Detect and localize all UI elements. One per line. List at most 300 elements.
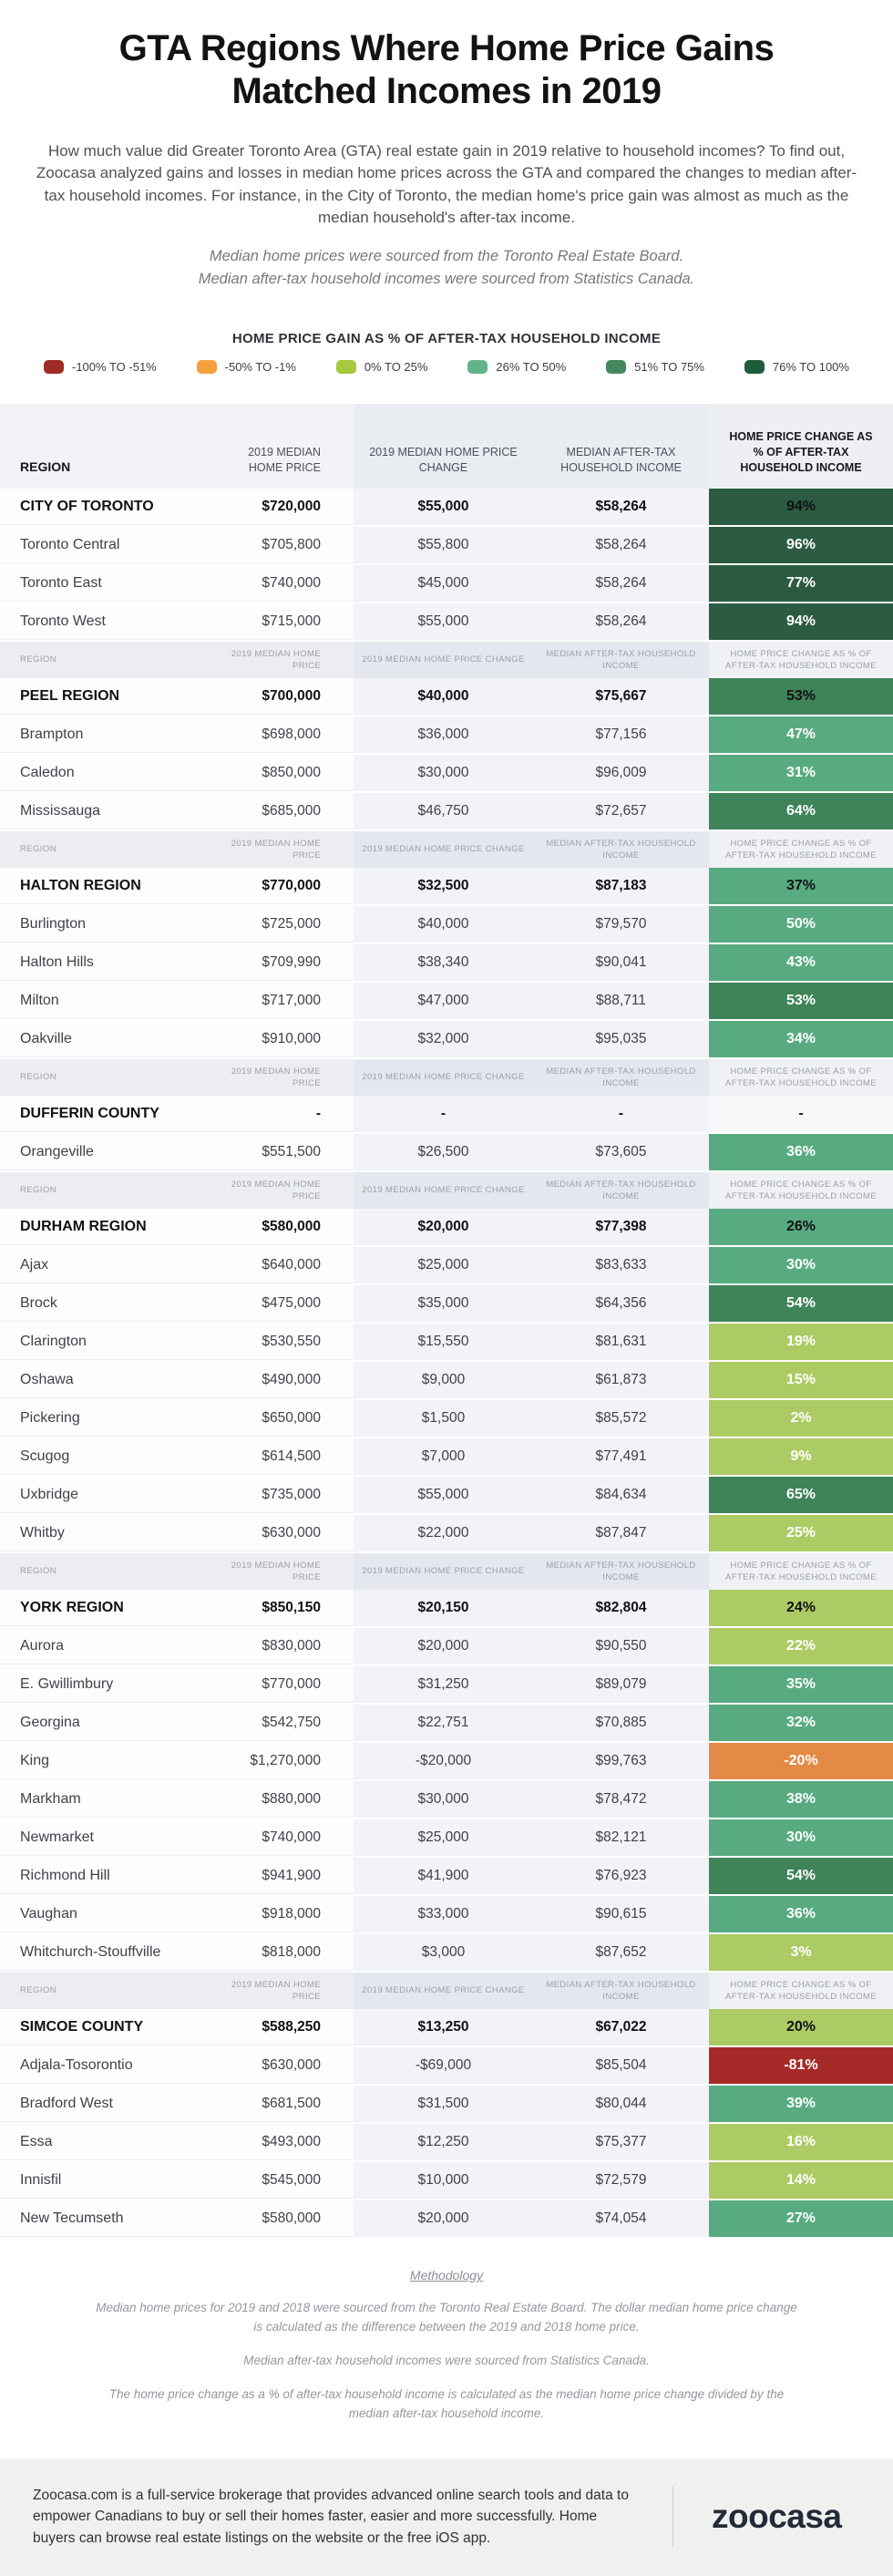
- income-cell: $81,631: [533, 1324, 709, 1362]
- price-cell: $725,000: [219, 906, 354, 944]
- income-cell: $84,634: [533, 1477, 709, 1515]
- price-cell: $650,000: [219, 1400, 354, 1438]
- pct-cell: 47%: [709, 716, 893, 755]
- change-cell: $47,000: [354, 983, 533, 1021]
- page-title-line2: Matched Incomes in 2019: [231, 70, 662, 111]
- footer-text: Zoocasa.com is a full-service brokerage that provides advanced online search tools and data to empower Canadians to buy or sell their homes faster, easier and more successfully. Home buyers can browse real estate listings on the website or the free iOS app.: [33, 2488, 629, 2546]
- price-cell: $685,000: [219, 793, 354, 831]
- column-header-4: MEDIAN AFTER-TAX HOUSEHOLD INCOME: [533, 831, 709, 868]
- table-row: [0, 983, 893, 1021]
- change-cell: $36,000: [354, 716, 533, 755]
- pct-cell: 30%: [709, 1819, 893, 1858]
- price-cell: $493,000: [219, 2124, 354, 2162]
- column-header-1: REGION: [0, 404, 219, 489]
- column-header-1: REGION: [0, 1172, 219, 1209]
- income-cell: $88,711: [533, 983, 709, 1021]
- income-cell: $75,667: [533, 678, 709, 716]
- region-cell: Halton Hills: [0, 944, 219, 983]
- legend-label: -50% TO -1%: [224, 359, 296, 374]
- price-cell: $850,150: [219, 1590, 354, 1628]
- column-header-3: 2019 MEDIAN HOME PRICE CHANGE: [354, 1172, 533, 1209]
- table-row: [0, 1858, 893, 1896]
- price-cell: $770,000: [219, 1666, 354, 1705]
- region-cell: Brock: [0, 1285, 219, 1324]
- legend-item: [44, 360, 157, 374]
- change-cell: $55,000: [354, 489, 533, 527]
- table-mini-header: [0, 831, 893, 868]
- change-cell: $9,000: [354, 1362, 533, 1400]
- pct-cell: 2%: [709, 1400, 893, 1438]
- income-cell: $87,183: [533, 868, 709, 906]
- change-cell: $20,000: [354, 1209, 533, 1247]
- legend-swatch-icon: [606, 360, 626, 374]
- footer: [0, 2458, 893, 2576]
- income-cell: $73,605: [533, 1134, 709, 1172]
- change-cell: $10,000: [354, 2162, 533, 2200]
- table-row: [0, 944, 893, 983]
- change-cell: $33,000: [354, 1896, 533, 1934]
- change-cell: $40,000: [354, 906, 533, 944]
- change-cell: $38,340: [354, 944, 533, 983]
- table-row: [0, 1515, 893, 1553]
- price-cell: $830,000: [219, 1628, 354, 1666]
- income-cell: $64,356: [533, 1285, 709, 1324]
- table-row: [0, 2047, 893, 2086]
- change-cell: $32,000: [354, 1021, 533, 1059]
- methodology-section: [0, 2268, 893, 2424]
- change-cell: $15,550: [354, 1324, 533, 1362]
- intro-text: How much value did Greater Toronto Area (GTA) real estate gain in 2019 relative to household incomes? To find out, Zoocasa analyzed gains and losses in median home prices across the GTA and compared the changes to median after-tax household incomes. For instance, in the City of Toronto, the median home's price gain was almost as much as the median household's after-tax income.: [36, 141, 857, 226]
- change-cell: $46,750: [354, 793, 533, 831]
- pct-cell: 54%: [709, 1858, 893, 1896]
- region-cell: PEEL REGION: [0, 678, 219, 716]
- legend-item: [606, 360, 704, 374]
- change-cell: $55,000: [354, 603, 533, 642]
- price-cell: $698,000: [219, 716, 354, 755]
- price-cell: $588,250: [219, 2009, 354, 2047]
- region-cell: Innisfil: [0, 2162, 219, 2200]
- income-cell: $77,156: [533, 716, 709, 755]
- price-cell: $720,000: [219, 489, 354, 527]
- table-row: [0, 1743, 893, 1781]
- income-cell: $96,009: [533, 755, 709, 793]
- price-cell: $770,000: [219, 868, 354, 906]
- legend-swatch-icon: [744, 360, 765, 374]
- pct-cell: 26%: [709, 1209, 893, 1247]
- price-cell: $735,000: [219, 1477, 354, 1515]
- column-header-4: MEDIAN AFTER-TAX HOUSEHOLD INCOME: [533, 1553, 709, 1590]
- income-cell: $82,121: [533, 1819, 709, 1858]
- region-cell: New Tecumseth: [0, 2200, 219, 2239]
- column-header-2: 2019 MEDIAN HOME PRICE: [219, 642, 354, 678]
- region-cell: Pickering: [0, 1400, 219, 1438]
- pct-cell: 24%: [709, 1590, 893, 1628]
- change-cell: -$20,000: [354, 1743, 533, 1781]
- column-header-5: HOME PRICE CHANGE AS % OF AFTER-TAX HOUSEHOLD INCOME: [709, 642, 893, 678]
- change-cell: $12,250: [354, 2124, 533, 2162]
- region-cell: Adjala-Tosorontio: [0, 2047, 219, 2086]
- legend-label: -100% TO -51%: [72, 359, 157, 374]
- region-cell: King: [0, 1743, 219, 1781]
- pct-cell: 43%: [709, 944, 893, 983]
- column-header-5: HOME PRICE CHANGE AS % OF AFTER-TAX HOUSEHOLD INCOME: [709, 1059, 893, 1096]
- price-cell: $700,000: [219, 678, 354, 716]
- pct-cell: 39%: [709, 2086, 893, 2124]
- pct-cell: 64%: [709, 793, 893, 831]
- region-cell: Whitby: [0, 1515, 219, 1553]
- column-header-5: HOME PRICE CHANGE AS % OF AFTER-TAX HOUSEHOLD INCOME: [709, 1172, 893, 1209]
- table-row: [0, 1590, 893, 1628]
- change-cell: $31,500: [354, 2086, 533, 2124]
- table-row: [0, 1362, 893, 1400]
- pct-cell: 20%: [709, 2009, 893, 2047]
- table-row: [0, 2124, 893, 2162]
- legend-label: 26% TO 50%: [496, 359, 567, 374]
- column-header-2: 2019 MEDIAN HOME PRICE: [219, 1973, 354, 2009]
- income-cell: $82,804: [533, 1590, 709, 1628]
- price-cell: $880,000: [219, 1781, 354, 1819]
- legend-item: [197, 360, 296, 374]
- table-row: [0, 1134, 893, 1172]
- table-row: [0, 603, 893, 642]
- income-cell: $76,923: [533, 1858, 709, 1896]
- change-cell: $30,000: [354, 1781, 533, 1819]
- change-cell: $30,000: [354, 755, 533, 793]
- column-header-3: 2019 MEDIAN HOME PRICE CHANGE: [354, 1973, 533, 2009]
- table-row: [0, 527, 893, 565]
- column-header-2: 2019 MEDIAN HOME PRICE: [219, 404, 354, 489]
- income-cell: $83,633: [533, 1247, 709, 1285]
- region-cell: Markham: [0, 1781, 219, 1819]
- column-header-5: HOME PRICE CHANGE AS % OF AFTER-TAX HOUSEHOLD INCOME: [709, 831, 893, 868]
- price-cell: $551,500: [219, 1134, 354, 1172]
- change-cell: $20,000: [354, 2200, 533, 2239]
- legend-item: [467, 360, 566, 374]
- pct-cell: 96%: [709, 527, 893, 565]
- page-title-line1: GTA Regions Where Home Price Gains: [118, 28, 775, 68]
- region-cell: Clarington: [0, 1324, 219, 1362]
- change-cell: $22,000: [354, 1515, 533, 1553]
- price-cell: $740,000: [219, 1819, 354, 1858]
- change-cell: $13,250: [354, 2009, 533, 2047]
- footer-divider: [672, 2487, 673, 2547]
- column-header-4: MEDIAN AFTER-TAX HOUSEHOLD INCOME: [533, 1059, 709, 1096]
- pct-cell: 37%: [709, 868, 893, 906]
- change-cell: $26,500: [354, 1134, 533, 1172]
- table-row: [0, 906, 893, 944]
- region-cell: Oakville: [0, 1021, 219, 1059]
- region-cell: Georgina: [0, 1705, 219, 1743]
- table-row: [0, 1021, 893, 1059]
- price-cell: $705,800: [219, 527, 354, 565]
- table-row: [0, 1438, 893, 1477]
- legend-item: [744, 360, 849, 374]
- pct-cell: -81%: [709, 2047, 893, 2086]
- hero-section: [0, 0, 893, 374]
- change-cell: $22,751: [354, 1705, 533, 1743]
- column-header-5: HOME PRICE CHANGE AS % OF AFTER-TAX HOUSEHOLD INCOME: [709, 1553, 893, 1590]
- pct-cell: 36%: [709, 1896, 893, 1934]
- methodology-note-2: Median after-tax household incomes were sourced from Statistics Canada.: [243, 2353, 650, 2367]
- region-cell: CITY OF TORONTO: [0, 489, 219, 527]
- pct-cell: 3%: [709, 1934, 893, 1973]
- change-cell: -: [354, 1096, 533, 1134]
- pct-cell: 54%: [709, 1285, 893, 1324]
- region-cell: Aurora: [0, 1628, 219, 1666]
- column-header-5: HOME PRICE CHANGE AS % OF AFTER-TAX HOUSEHOLD INCOME: [709, 404, 893, 489]
- region-cell: Vaughan: [0, 1896, 219, 1934]
- column-header-4: MEDIAN AFTER-TAX HOUSEHOLD INCOME: [533, 404, 709, 489]
- price-cell: $709,990: [219, 944, 354, 983]
- price-cell: $614,500: [219, 1438, 354, 1477]
- pct-cell: 94%: [709, 603, 893, 642]
- legend: [0, 360, 893, 374]
- column-header-3: 2019 MEDIAN HOME PRICE CHANGE: [354, 642, 533, 678]
- table-row: [0, 793, 893, 831]
- table-mini-header: [0, 1172, 893, 1209]
- region-cell: Mississauga: [0, 793, 219, 831]
- income-cell: $99,763: [533, 1743, 709, 1781]
- income-cell: $77,491: [533, 1438, 709, 1477]
- legend-label: 76% TO 100%: [772, 359, 849, 374]
- income-cell: $72,657: [533, 793, 709, 831]
- region-cell: YORK REGION: [0, 1590, 219, 1628]
- income-cell: $90,041: [533, 944, 709, 983]
- price-cell: $542,750: [219, 1705, 354, 1743]
- table-row: [0, 716, 893, 755]
- region-cell: Essa: [0, 2124, 219, 2162]
- legend-label: 0% TO 25%: [364, 359, 428, 374]
- legend-swatch-icon: [467, 360, 488, 374]
- region-cell: HALTON REGION: [0, 868, 219, 906]
- column-header-3: 2019 MEDIAN HOME PRICE CHANGE: [354, 831, 533, 868]
- table-mini-header: [0, 642, 893, 678]
- price-cell: $941,900: [219, 1858, 354, 1896]
- change-cell: $41,900: [354, 1858, 533, 1896]
- column-header-3: 2019 MEDIAN HOME PRICE CHANGE: [354, 1059, 533, 1096]
- income-cell: $58,264: [533, 489, 709, 527]
- price-cell: $910,000: [219, 1021, 354, 1059]
- column-header-2: 2019 MEDIAN HOME PRICE: [219, 1059, 354, 1096]
- change-cell: $40,000: [354, 678, 533, 716]
- table-row: [0, 1096, 893, 1134]
- income-cell: $74,054: [533, 2200, 709, 2239]
- change-cell: $7,000: [354, 1438, 533, 1477]
- methodology-title: Methodology: [409, 2267, 484, 2282]
- pct-cell: 25%: [709, 1515, 893, 1553]
- region-cell: Brampton: [0, 716, 219, 755]
- table-row: [0, 678, 893, 716]
- price-cell: -: [219, 1096, 354, 1134]
- pct-cell: 53%: [709, 678, 893, 716]
- income-cell: $58,264: [533, 527, 709, 565]
- income-cell: $58,264: [533, 603, 709, 642]
- methodology-note-1: Median home prices for 2019 and 2018 were sourced from the Toronto Real Estate Board. The dollar median home price change is calculated as the difference between the 2019 and 2018 home price.: [96, 2300, 797, 2334]
- income-cell: $85,572: [533, 1400, 709, 1438]
- region-cell: DUFFERIN COUNTY: [0, 1096, 219, 1134]
- price-cell: $630,000: [219, 1515, 354, 1553]
- pct-cell: 15%: [709, 1362, 893, 1400]
- column-header-4: MEDIAN AFTER-TAX HOUSEHOLD INCOME: [533, 1172, 709, 1209]
- pct-cell: 22%: [709, 1628, 893, 1666]
- table-row: [0, 2009, 893, 2047]
- column-header-4: MEDIAN AFTER-TAX HOUSEHOLD INCOME: [533, 642, 709, 678]
- price-cell: $918,000: [219, 1896, 354, 1934]
- pct-cell: 16%: [709, 2124, 893, 2162]
- income-cell: $67,022: [533, 2009, 709, 2047]
- income-cell: $75,377: [533, 2124, 709, 2162]
- change-cell: $25,000: [354, 1247, 533, 1285]
- region-cell: Scugog: [0, 1438, 219, 1477]
- table-row: [0, 2086, 893, 2124]
- income-cell: $79,570: [533, 906, 709, 944]
- table-mini-header: [0, 1553, 893, 1590]
- price-cell: $717,000: [219, 983, 354, 1021]
- pct-cell: 34%: [709, 1021, 893, 1059]
- table-mini-header: [0, 1059, 893, 1096]
- change-cell: $35,000: [354, 1285, 533, 1324]
- column-header-1: REGION: [0, 1973, 219, 2009]
- change-cell: -$69,000: [354, 2047, 533, 2086]
- column-header-1: REGION: [0, 642, 219, 678]
- price-cell: $530,550: [219, 1324, 354, 1362]
- table-row: [0, 1324, 893, 1362]
- pct-cell: 31%: [709, 755, 893, 793]
- income-cell: $61,873: [533, 1362, 709, 1400]
- table-mini-header: [0, 1973, 893, 2009]
- pct-cell: 19%: [709, 1324, 893, 1362]
- column-header-5: HOME PRICE CHANGE AS % OF AFTER-TAX HOUSEHOLD INCOME: [709, 1973, 893, 2009]
- pct-cell: 27%: [709, 2200, 893, 2239]
- income-cell: $78,472: [533, 1781, 709, 1819]
- change-cell: $20,000: [354, 1628, 533, 1666]
- income-cell: -: [533, 1096, 709, 1134]
- income-cell: $87,652: [533, 1934, 709, 1973]
- region-cell: Richmond Hill: [0, 1858, 219, 1896]
- region-cell: Toronto East: [0, 565, 219, 603]
- legend-label: 51% TO 75%: [634, 359, 704, 374]
- region-cell: DURHAM REGION: [0, 1209, 219, 1247]
- income-cell: $85,504: [533, 2047, 709, 2086]
- region-cell: Caledon: [0, 755, 219, 793]
- legend-swatch-icon: [44, 360, 64, 374]
- table-row: [0, 1247, 893, 1285]
- pct-cell: 38%: [709, 1781, 893, 1819]
- price-cell: $580,000: [219, 1209, 354, 1247]
- price-cell: $630,000: [219, 2047, 354, 2086]
- legend-swatch-icon: [197, 360, 217, 374]
- price-cell: $545,000: [219, 2162, 354, 2200]
- table-row: [0, 1400, 893, 1438]
- price-cell: $490,000: [219, 1362, 354, 1400]
- pct-cell: 77%: [709, 565, 893, 603]
- region-cell: Orangeville: [0, 1134, 219, 1172]
- column-header-2: 2019 MEDIAN HOME PRICE: [219, 831, 354, 868]
- column-header-2: 2019 MEDIAN HOME PRICE: [219, 1553, 354, 1590]
- change-cell: $45,000: [354, 565, 533, 603]
- table-row: [0, 2162, 893, 2200]
- table-row: [0, 1477, 893, 1515]
- table-row: [0, 1628, 893, 1666]
- pct-cell: 35%: [709, 1666, 893, 1705]
- change-cell: $31,250: [354, 1666, 533, 1705]
- pct-cell: 36%: [709, 1134, 893, 1172]
- source-note-1: Median home prices were sourced from the Toronto Real Estate Board.: [209, 248, 684, 265]
- region-cell: Ajax: [0, 1247, 219, 1285]
- table-row: [0, 1934, 893, 1973]
- price-cell: $850,000: [219, 755, 354, 793]
- table-row: [0, 1666, 893, 1705]
- region-cell: Burlington: [0, 906, 219, 944]
- change-cell: $55,000: [354, 1477, 533, 1515]
- income-cell: $72,579: [533, 2162, 709, 2200]
- column-header-4: MEDIAN AFTER-TAX HOUSEHOLD INCOME: [533, 1973, 709, 2009]
- income-cell: $58,264: [533, 565, 709, 603]
- change-cell: $3,000: [354, 1934, 533, 1973]
- legend-swatch-icon: [336, 360, 356, 374]
- legend-title: HOME PRICE GAIN AS % OF AFTER-TAX HOUSEHOLD INCOME: [231, 330, 662, 346]
- change-cell: $1,500: [354, 1400, 533, 1438]
- pct-cell: 30%: [709, 1247, 893, 1285]
- region-cell: Bradford West: [0, 2086, 219, 2124]
- column-header-2: 2019 MEDIAN HOME PRICE: [219, 1172, 354, 1209]
- price-cell: $475,000: [219, 1285, 354, 1324]
- table-row: [0, 1819, 893, 1858]
- pct-cell: 14%: [709, 2162, 893, 2200]
- region-cell: SIMCOE COUNTY: [0, 2009, 219, 2047]
- table-row: [0, 489, 893, 527]
- income-cell: $90,615: [533, 1896, 709, 1934]
- pct-cell: 50%: [709, 906, 893, 944]
- table-row: [0, 2200, 893, 2239]
- table-row: [0, 1896, 893, 1934]
- column-header-1: REGION: [0, 1553, 219, 1590]
- pct-cell: -: [709, 1096, 893, 1134]
- pct-cell: -20%: [709, 1743, 893, 1781]
- income-cell: $90,550: [533, 1628, 709, 1666]
- price-cell: $580,000: [219, 2200, 354, 2239]
- price-cell: $715,000: [219, 603, 354, 642]
- column-header-3: 2019 MEDIAN HOME PRICE CHANGE: [354, 1553, 533, 1590]
- region-cell: Toronto West: [0, 603, 219, 642]
- table-row: [0, 868, 893, 906]
- income-cell: $80,044: [533, 2086, 709, 2124]
- table-row: [0, 755, 893, 793]
- income-cell: $87,847: [533, 1515, 709, 1553]
- methodology-note-3: The home price change as a % of after-tax household income is calculated as the median home price change divided by the median after-tax household income.: [108, 2386, 785, 2420]
- pct-cell: 94%: [709, 489, 893, 527]
- income-cell: $95,035: [533, 1021, 709, 1059]
- region-cell: E. Gwillimbury: [0, 1666, 219, 1705]
- region-cell: Toronto Central: [0, 527, 219, 565]
- page-title: [0, 27, 893, 113]
- income-cell: $89,079: [533, 1666, 709, 1705]
- region-cell: Uxbridge: [0, 1477, 219, 1515]
- region-cell: Oshawa: [0, 1362, 219, 1400]
- source-note-2: Median after-tax household incomes were sourced from Statistics Canada.: [198, 271, 695, 288]
- price-cell: $640,000: [219, 1247, 354, 1285]
- change-cell: $32,500: [354, 868, 533, 906]
- table-row: [0, 1285, 893, 1324]
- region-cell: Whitchurch-Stouffville: [0, 1934, 219, 1973]
- zoocasa-logo: zoocasa: [712, 2498, 842, 2536]
- change-cell: $55,800: [354, 527, 533, 565]
- pct-cell: 53%: [709, 983, 893, 1021]
- change-cell: $25,000: [354, 1819, 533, 1858]
- pct-cell: 65%: [709, 1477, 893, 1515]
- table-row: [0, 1781, 893, 1819]
- price-cell: $818,000: [219, 1934, 354, 1973]
